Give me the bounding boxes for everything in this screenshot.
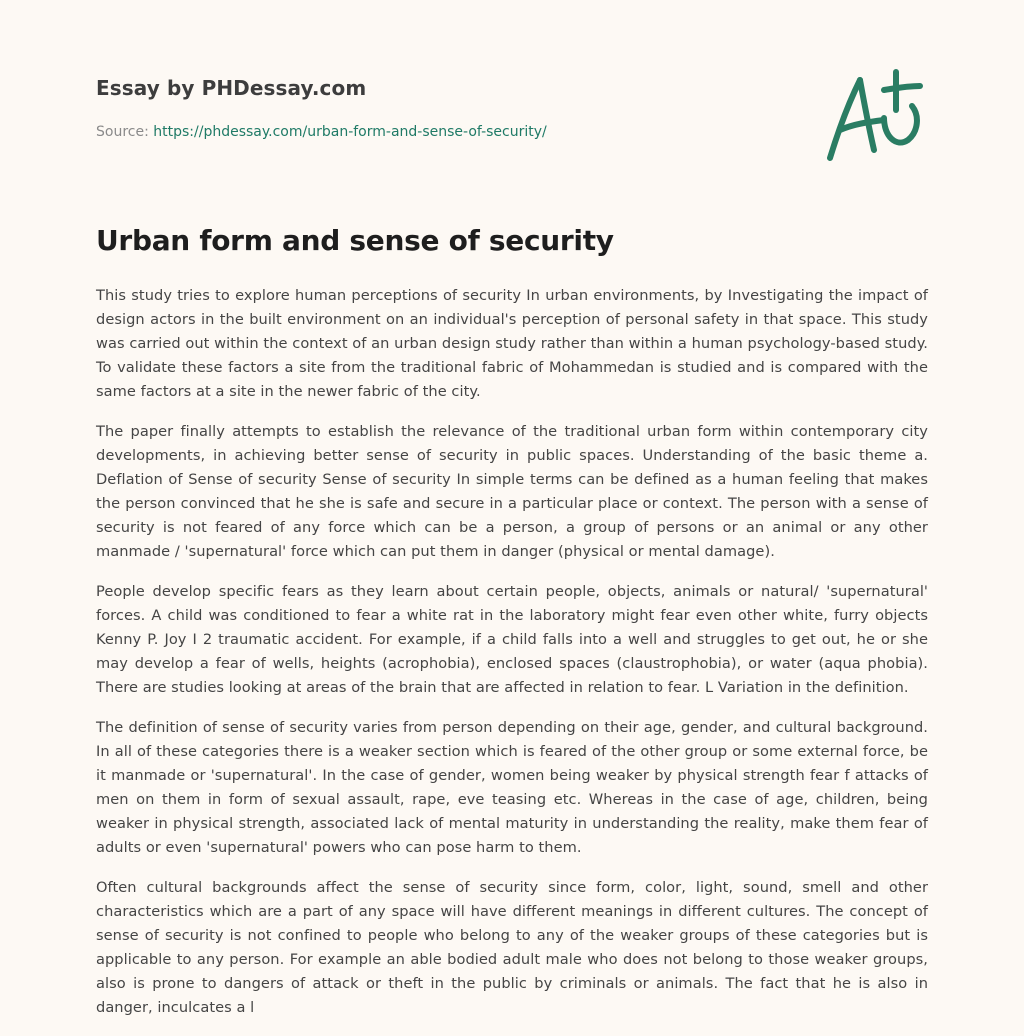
essay-title: Urban form and sense of security [96, 224, 614, 257]
page-header [96, 76, 796, 100]
paragraph: This study tries to explore human perceptions of security In urban environments, by Investigating the impact of design actors in the built environment on an individual's perception of personal safety in that space. This study was carried out within the context of an urban design study rather than within a human psychology-based study. To validate these factors a site from the traditional fabric of Mohammedan is studied and is compared with the same factors at a site in the newer fabric of the city. [96, 287, 928, 400]
site-brand: Essay by PHDessay.com [96, 76, 367, 100]
a-plus-grade-icon [822, 66, 928, 166]
essay-body [96, 284, 928, 1036]
source-label: Source: [96, 124, 149, 140]
paragraph: The paper finally attempts to establish the relevance of the traditional urban form within contemporary city developments, in achieving better sense of security in public spaces. Understanding of the basic theme a. Deflation of Sense of security Sense of security In simple terms can be defined as a human feeling that makes the person convinced that he she is safe and secure in a particular place or context. The person with a sense of security is not feared of any force which can be a person, a group of persons or an animal or any other manmade / 'supernatural' force which can put them in danger (physical or mental damage). [96, 423, 928, 560]
paragraph: The definition of sense of security varies from person depending on their age, gender, and cultural background. In all of these categories there is a weaker section which is feared of the other group or some external force, be it manmade or 'supernatural'. In the case of gender, women being weaker by physical strength fear f attacks of men on them in form of sexual assault, rape, eve teasing etc. Whereas in the case of age, children, being weaker in physical strength, associated lack of mental maturity in understanding the reality, make them fear of adults or even 'supernatural' powers who can pose harm to them. [96, 719, 928, 856]
source-line [96, 124, 547, 140]
source-link[interactable]: https://phdessay.com/urban-form-and-sense-of-security/ [153, 124, 547, 140]
paragraph: People develop specific fears as they learn about certain people, objects, animals or natural/ 'supernatural' forces. A child was conditioned to fear a white rat in the laboratory might fear even other white, furry objects Kenny P. Joy I 2 traumatic accident. For example, if a child falls into a well and struggles to get out, he or she may develop a fear of wells, heights (acrophobia), enclosed spaces (claustrophobia), or water (aqua phobia). There are studies looking at areas of the brain that are affected in relation to fear. L Variation in the definition. [96, 583, 928, 696]
paragraph: Often cultural backgrounds affect the sense of security since form, color, light, sound, smell and other characteristics which are a part of any space will have different meanings in different cultures. The concept of sense of security is not confined to people who belong to any of the weaker groups of these categories but is applicable to any person. For example an able bodied adult male who does not belong to those weaker groups, also is prone to dangers of attack or theft in the public by criminals or animals. The fact that he is also in danger, inculcates a l [96, 879, 928, 1016]
